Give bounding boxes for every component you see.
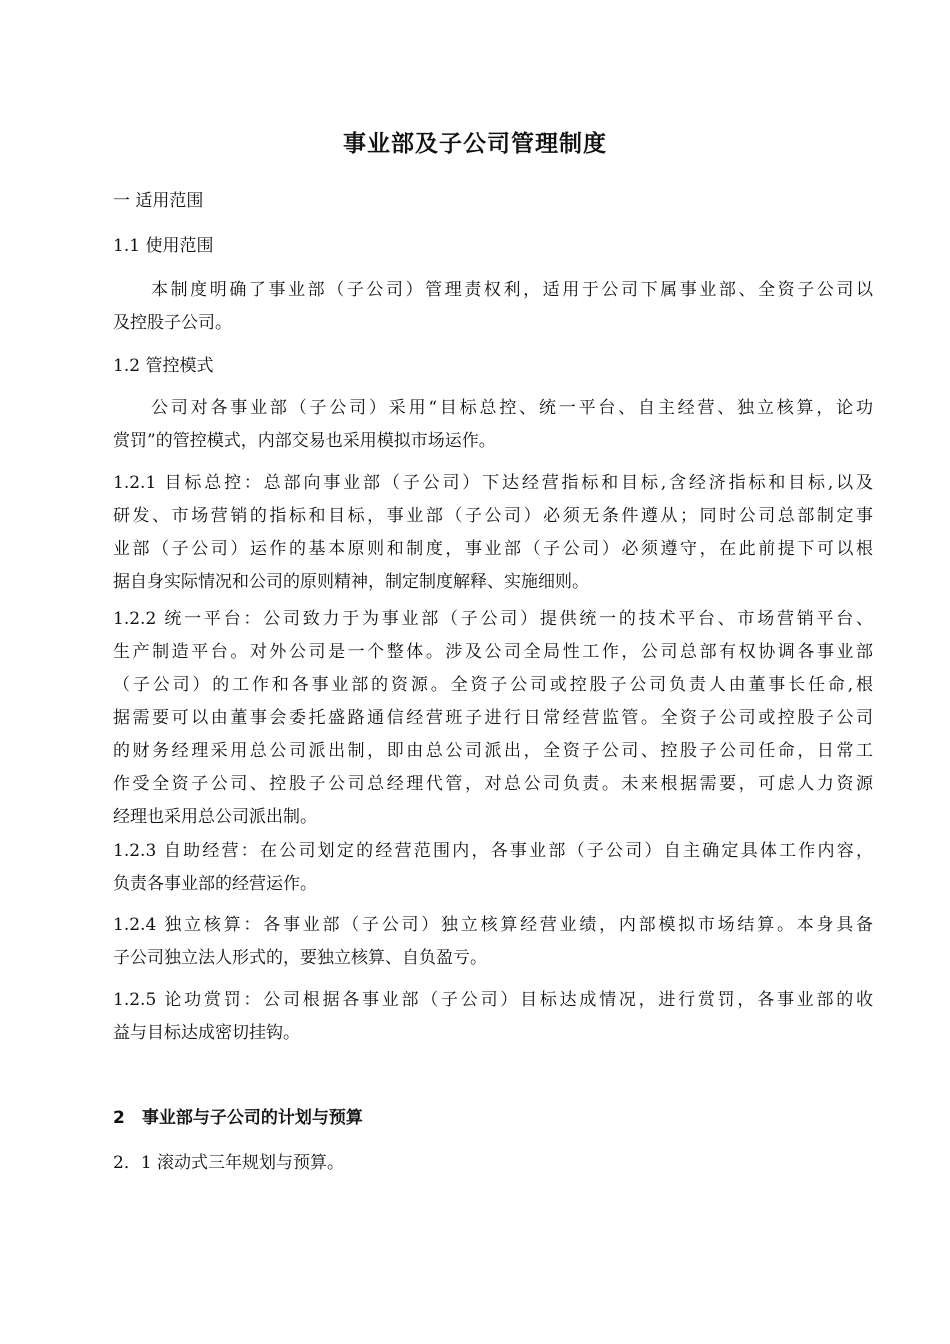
paragraph-line: 子公司独立法人形式的，要独立核算、自负盈亏。 [113, 948, 487, 968]
paragraph-line: 1.2.4 独立核算：各事业部（子公司）独立核算经营业绩，内部模拟市场结算。本身具备 [113, 915, 873, 935]
paragraph-line: 作受全资子公司、控股子公司总经理代管，对总公司负责。未来根据需要，可虑人力资源 [113, 774, 873, 794]
paragraph-line: 及控股子公司。 [113, 313, 232, 333]
section-heading-1: 一 适用范围 [113, 191, 204, 211]
paragraph-line: 1.2.1 目标总控：总部向事业部（子公司）下达经营指标和目标,含经济指标和目标,以及 [113, 473, 873, 493]
document-title: 事业部及子公司管理制度 [343, 131, 607, 157]
paragraph-line: 公司对各事业部（子公司）采用“目标总控、统一平台、自主经营、独立核算，论功 [151, 398, 873, 418]
paragraph-line: 赏罚”的管控模式，内部交易也采用模拟市场运作。 [113, 431, 496, 451]
paragraph-line: 本制度明确了事业部（子公司）管理责权利，适用于公司下属事业部、全资子公司以 [151, 280, 873, 300]
paragraph-line: 生产制造平台。对外公司是一个整体。涉及公司全局性工作，公司总部有权协调各事业部 [113, 642, 873, 662]
paragraph-line: 据自身实际情况和公司的原则精神，制定制度解释、实施细则。 [113, 572, 589, 592]
paragraph-line: 的财务经理采用总公司派出制，即由总公司派出，全资子公司、控股子公司任命，日常工 [113, 741, 873, 761]
paragraph-line: （子公司）的工作和各事业部的资源。全资子公司或控股子公司负责人由董事长任命,根 [113, 675, 873, 695]
paragraph-line: 1.2.2 统一平台：公司致力于为事业部（子公司）提供统一的技术平台、市场营销平台、 [113, 609, 873, 629]
paragraph-line: 负责各事业部的经营运作。 [113, 874, 317, 894]
subsection-heading-1-1: 1.1 使用范围 [113, 236, 214, 256]
paragraph-line: 1.2.3 自助经营：在公司划定的经营范围内，各事业部（子公司）自主确定具体工作内容， [113, 841, 873, 861]
paragraph-line: 研发、市场营销的指标和目标，事业部（子公司）必须无条件遵从；同时公司总部制定事 [113, 506, 873, 526]
subsection-heading-2-1: 2．1 滚动式三年规划与预算。 [113, 1153, 345, 1173]
paragraph-line: 益与目标达成密切挂钩。 [113, 1023, 300, 1043]
paragraph-line: 经理也采用总公司派出制。 [113, 807, 317, 827]
subsection-heading-1-2: 1.2 管控模式 [113, 356, 214, 376]
paragraph-line: 业部（子公司）运作的基本原则和制度，事业部（子公司）必须遵守，在此前提下可以根 [113, 539, 873, 559]
paragraph-line: 1.2.5 论功赏罚：公司根据各事业部（子公司）目标达成情况，进行赏罚，各事业部的收 [113, 990, 873, 1010]
section-heading-2: 2 事业部与子公司的计划与预算 [113, 1108, 363, 1128]
paragraph-line: 据需要可以由董事会委托盛路通信经营班子进行日常经营监管。全资子公司或控股子公司 [113, 708, 873, 728]
